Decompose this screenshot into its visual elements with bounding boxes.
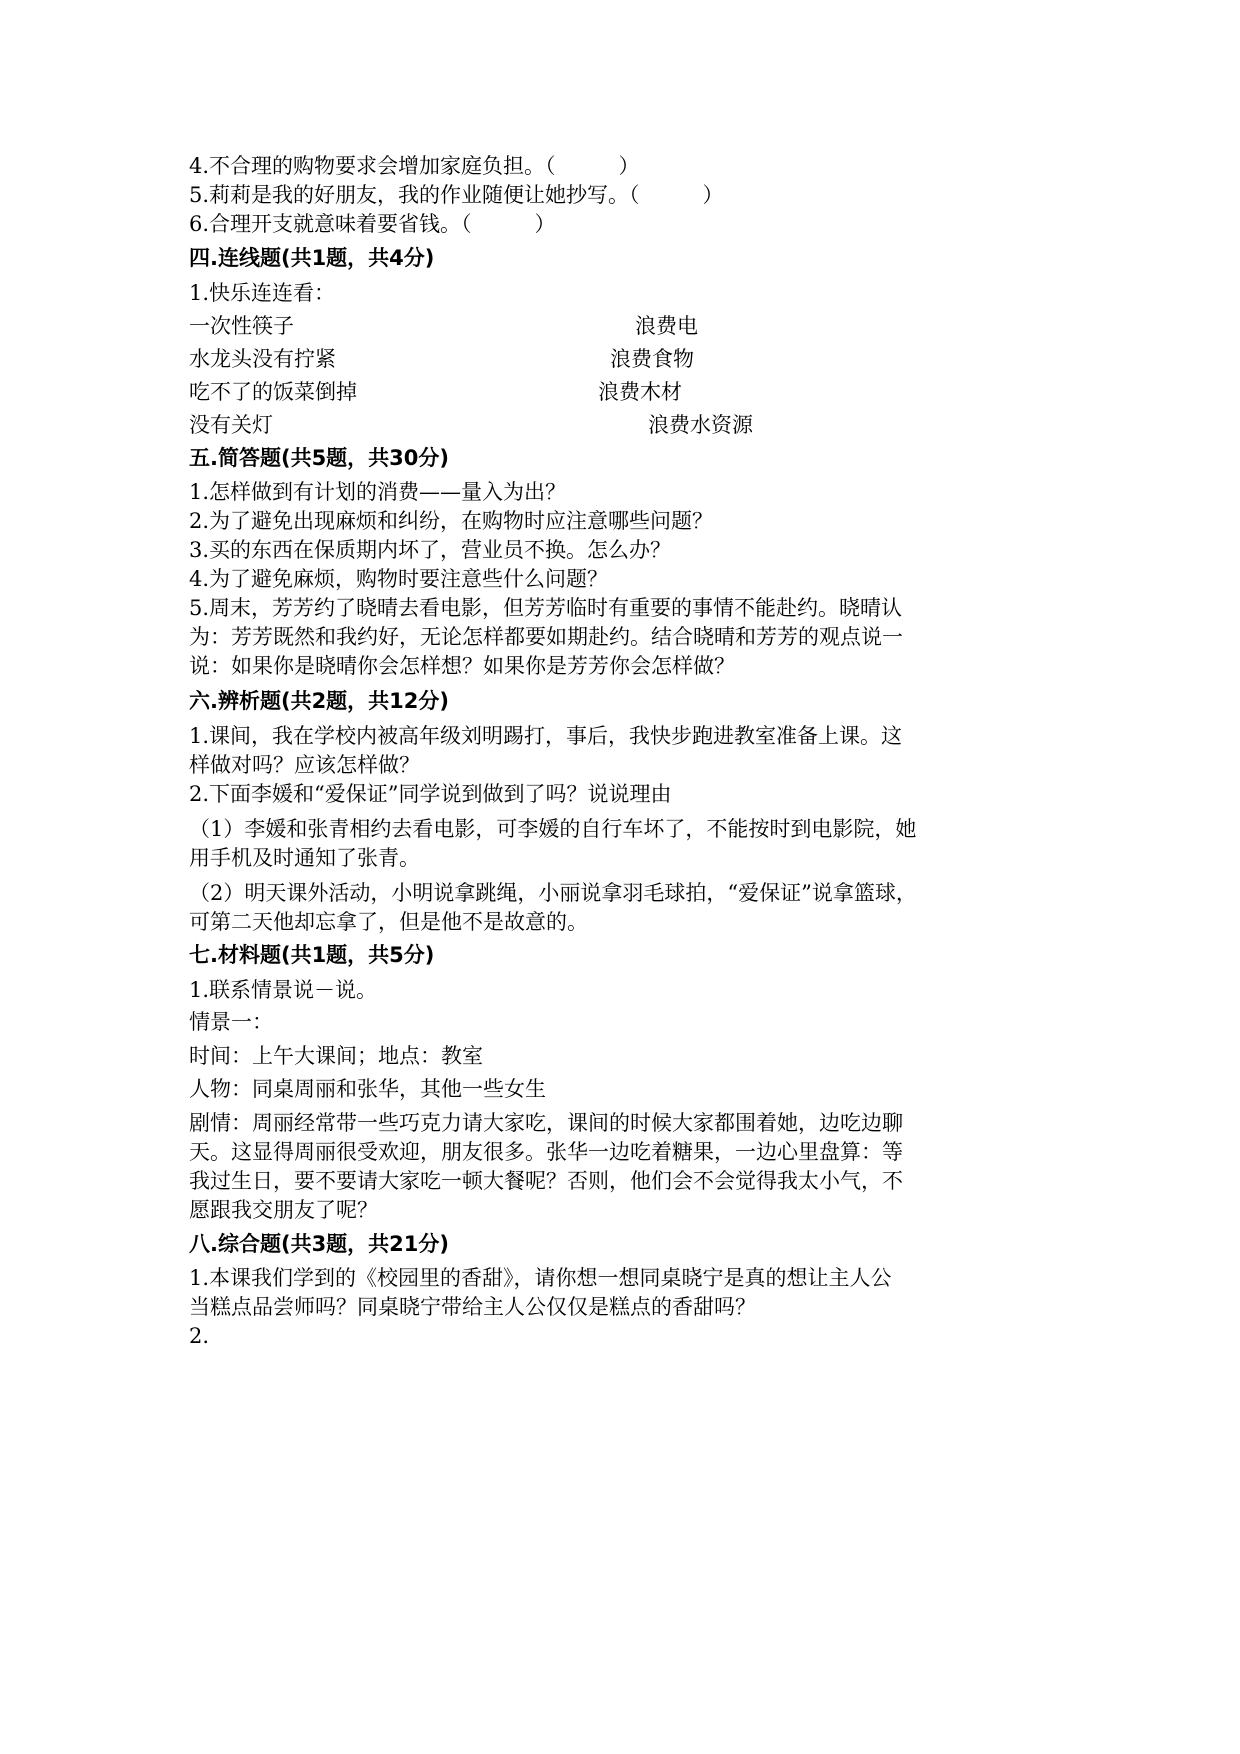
- material-line: 愿跟我交朋友了呢？: [189, 1198, 378, 1222]
- section-heading-material: 七.材料题(共1题，共5分): [189, 943, 435, 967]
- material-line: 时间：上午大课间；地点：教室: [189, 1044, 483, 1068]
- comprehensive-line: 2.: [189, 1324, 210, 1348]
- matching-question-1: 1.快乐连连看：: [189, 281, 336, 305]
- matching-left-2: 水龙头没有拧紧: [189, 347, 336, 371]
- section-heading-comprehensive: 八.综合题(共3题，共21分): [189, 1232, 450, 1256]
- short-answer-line: 5.周末，芳芳约了晓晴去看电影，但芳芳临时有重要的事情不能赴约。晓晴认: [189, 596, 903, 620]
- material-line: 我过生日，要不要请大家吃一顿大餐呢？否则，他们会不会觉得我太小气，不: [189, 1169, 903, 1193]
- judge-item-5: 5.莉莉是我的好朋友，我的作业随便让她抄写。（ ）: [189, 183, 724, 207]
- short-answer-line: 1.怎样做到有计划的消费——量入为出？: [189, 480, 567, 504]
- judge-item-4: 4.不合理的购物要求会增加家庭负担。（ ）: [189, 154, 640, 178]
- comprehensive-line: 当糕点品尝师吗？同桌晓宁带给主人公仅仅是糕点的香甜吗？: [189, 1295, 756, 1319]
- matching-right-1: 浪费电: [635, 314, 698, 338]
- matching-left-4: 没有关灯: [189, 413, 273, 437]
- analysis-line: （2）明天课外活动，小明说拿跳绳，小丽说拿羽毛球拍，“爱保证”说拿篮球，: [189, 881, 917, 905]
- section-heading-short-answer: 五.简答题(共5题，共30分): [189, 446, 450, 470]
- short-answer-line: 3.买的东西在保质期内坏了，营业员不换。怎么办？: [189, 538, 672, 562]
- material-line: 情景一：: [189, 1010, 273, 1034]
- material-line: 1.联系情景说－说。: [189, 978, 378, 1002]
- short-answer-line: 4.为了避免麻烦，购物时要注意些什么问题？: [189, 567, 609, 591]
- judge-item-6: 6.合理开支就意味着要省钱。（ ）: [189, 212, 556, 236]
- material-line: 剧情：周丽经常带一些巧克力请大家吃，课间的时候大家都围着她，边吃边聊: [189, 1111, 903, 1135]
- analysis-line: 用手机及时通知了张青。: [189, 846, 420, 870]
- matching-left-3: 吃不了的饭菜倒掉: [189, 380, 357, 404]
- comprehensive-line: 1.本课我们学到的《校园里的香甜》，请你想一想同桌晓宁是真的想让主人公: [189, 1266, 892, 1290]
- analysis-line: 可第二天他却忘拿了，但是他不是故意的。: [189, 910, 588, 934]
- matching-left-1: 一次性筷子: [189, 314, 294, 338]
- matching-right-3: 浪费木材: [598, 380, 682, 404]
- section-heading-matching: 四.连线题(共1题，共4分): [189, 246, 435, 270]
- short-answer-line: 为：芳芳既然和我约好，无论怎样都要如期赴约。结合晓晴和芳芳的观点说一: [189, 625, 903, 649]
- short-answer-line: 说：如果你是晓晴你会怎样想？如果你是芳芳你会怎样做？: [189, 654, 735, 678]
- section-heading-analysis: 六.辨析题(共2题，共12分): [189, 689, 450, 713]
- matching-right-4: 浪费水资源: [648, 413, 753, 437]
- analysis-line: 样做对吗？应该怎样做？: [189, 753, 420, 777]
- matching-right-2: 浪费食物: [610, 347, 694, 371]
- analysis-line: （1）李媛和张青相约去看电影，可李媛的自行车坏了，不能按时到电影院，她: [189, 817, 917, 841]
- short-answer-line: 2.为了避免出现麻烦和纠纷，在购物时应注意哪些问题？: [189, 509, 714, 533]
- material-line: 人物：同桌周丽和张华，其他一些女生: [189, 1077, 546, 1101]
- analysis-line: 2.下面李媛和“爱保证”同学说到做到了吗？说说理由: [189, 782, 672, 806]
- analysis-line: 1.课间，我在学校内被高年级刘明踢打，事后，我快步跑进教室准备上课。这: [189, 724, 903, 748]
- material-line: 天。这显得周丽很受欢迎，朋友很多。张华一边吃着糖果，一边心里盘算：等: [189, 1140, 903, 1164]
